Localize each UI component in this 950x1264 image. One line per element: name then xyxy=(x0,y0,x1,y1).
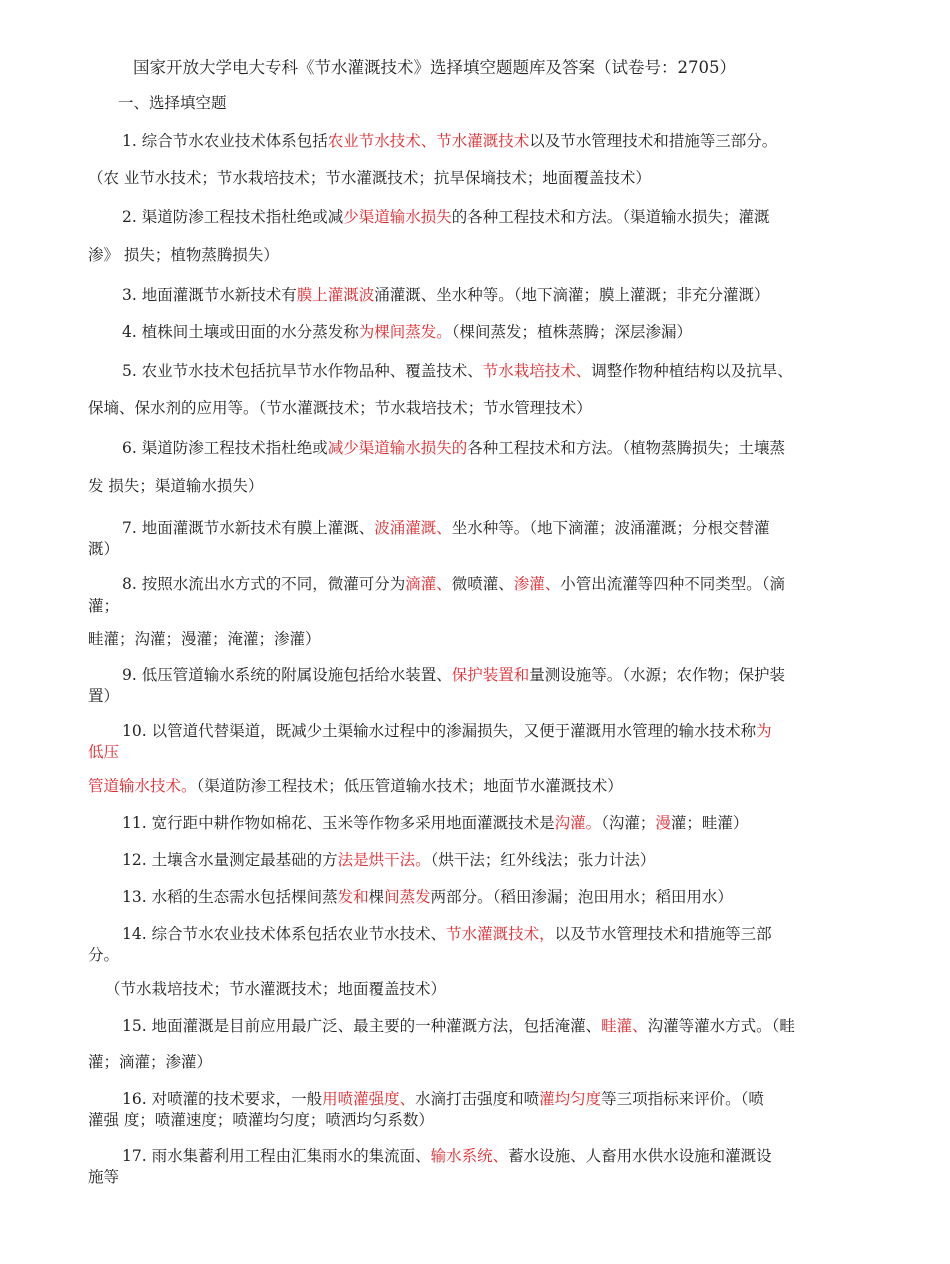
question-line xyxy=(88,539,119,559)
question-text: 两部分。（稻田渗漏；泡田用水；稻田用水） xyxy=(430,888,733,906)
question-line xyxy=(88,629,321,649)
answer-text: 间蒸发 xyxy=(384,888,431,906)
answer-text: 农业节水技术、节水灌溉技术 xyxy=(327,132,530,150)
question-line xyxy=(122,1146,772,1166)
question-line xyxy=(122,207,770,227)
question-line xyxy=(88,742,119,762)
question-text: 13. 水稻的生态需水包括棵间蒸 xyxy=(122,888,338,906)
question-text: 灌；畦灌） xyxy=(670,814,749,832)
question-text: 2. 渠道防渗工程技术指杜绝或减 xyxy=(122,208,344,226)
question-text: 灌；滴灌；渗灌） xyxy=(88,1053,213,1071)
answer-text: 节水栽培技术、 xyxy=(482,362,592,380)
question-line xyxy=(88,476,263,496)
answer-text: 为棵间蒸发。 xyxy=(358,323,452,341)
question-line xyxy=(88,168,651,188)
answer-text: 畦灌、 xyxy=(601,1017,648,1035)
question-text: （烘干法；红外线法；张力计法） xyxy=(430,851,656,869)
question-text: 量测设施等。（水源；农作物；保护装 xyxy=(529,666,785,684)
answer-text: 少渠道输水损失 xyxy=(343,208,452,226)
answer-text: 滴灌、 xyxy=(405,575,452,593)
question-text: 小管出流灌等四种不同类型。（滴 xyxy=(560,575,786,593)
question-text: 9. 低压管道输水系统的附属设施包括给水装置、 xyxy=(122,666,452,684)
question-text: 沟灌等灌水方式。（畦 xyxy=(647,1017,795,1035)
question-text: 4. 植株间土壤或田面的水分蒸发称 xyxy=(122,323,359,341)
question-text: 以及节水管理技术和措施等三部分。 xyxy=(529,132,778,150)
answer-text: 灌均匀度 xyxy=(539,1090,602,1108)
question-text: 发 损失；渠道输水损失） xyxy=(88,477,264,495)
question-text: 分。 xyxy=(88,946,120,964)
question-text: 保墒、保水剂的应用等。（节水灌溉技术；节水栽培技术；节水管理技术） xyxy=(88,399,592,417)
answer-text: 漫 xyxy=(655,814,671,832)
question-line xyxy=(122,322,692,342)
question-line xyxy=(88,1110,434,1130)
question-text: 10. 以管道代替渠道，既减少土渠输水过程中的渗漏损失，又便于灌溉用水管理的输水技术称 xyxy=(122,722,757,740)
question-line xyxy=(88,1167,119,1187)
question-text: 坐水种等。（地下滴灌；波涌灌溉；分根交替灌 xyxy=(451,519,770,537)
question-line xyxy=(122,574,785,594)
question-text: 渗》 损失；植物蒸腾损失） xyxy=(88,246,279,264)
question-line xyxy=(122,924,772,944)
question-text: 的各种工程技术和方法。（渠道输水损失；灌溉 xyxy=(451,208,770,226)
question-text: 调整作物种植结构以及抗旱、 xyxy=(591,362,793,380)
question-text: 置） xyxy=(88,687,120,705)
answer-text: 法是烘干法。 xyxy=(337,851,431,869)
question-text: 灌； xyxy=(88,597,120,615)
answer-text: 为 xyxy=(756,722,772,740)
question-text: 6. 渠道防渗工程技术指杜绝或 xyxy=(122,439,328,457)
question-text: 棵 xyxy=(368,888,385,906)
question-line xyxy=(122,887,733,907)
question-text: 溉） xyxy=(88,540,120,558)
question-text: （农 业节水技术；节水栽培技术；节水灌溉技术；抗旱保墒技术；地面覆盖技术） xyxy=(88,169,651,187)
question-line xyxy=(122,285,770,305)
question-text: 微喷灌、 xyxy=(451,575,514,593)
question-text: 1. 综合节水农业技术体系包括 xyxy=(122,132,328,150)
question-text: 灌强 度；喷灌速度；喷灌均匀度；喷洒均匀系数） xyxy=(88,1111,434,1129)
question-line xyxy=(122,438,785,458)
question-line xyxy=(88,1052,212,1072)
question-line xyxy=(88,596,119,616)
answer-text: 发和 xyxy=(337,888,369,906)
question-line xyxy=(122,813,748,833)
question-text: （棵间蒸发；植株蒸腾；深层渗漏） xyxy=(451,323,692,341)
answer-text: 沟灌。 xyxy=(554,814,602,832)
question-text: 11. 宽行距中耕作物如棉花、玉米等作物多采用地面灌溉技术是 xyxy=(122,814,555,832)
question-line xyxy=(122,1089,764,1109)
question-text: 14. 综合节水农业技术体系包括农业节水技术、 xyxy=(122,925,447,943)
question-line xyxy=(105,979,446,999)
section-heading: 一、选择填空题 xyxy=(118,94,227,112)
question-text: 12. 土壤含水量测定最基础的方 xyxy=(122,851,338,869)
question-line xyxy=(122,131,777,151)
question-line xyxy=(122,361,793,381)
question-line xyxy=(88,686,119,706)
answer-text: 减少渠道输水损失的 xyxy=(327,439,468,457)
question-text: （节水栽培技术；节水灌溉技术；地面覆盖技术） xyxy=(105,980,447,998)
question-text: 等三项指标来评价。（喷 xyxy=(601,1090,764,1108)
question-text: 8. 按照水流出水方式的不同，微灌可分为 xyxy=(122,575,406,593)
question-text: 7. 地面灌溉节水新技术有膜上灌溉、 xyxy=(122,519,375,537)
question-line xyxy=(88,245,279,265)
question-text: 水滴打击强度和喷 xyxy=(415,1090,540,1108)
answer-text: 保护装置和 xyxy=(451,666,530,684)
question-text: 16. 对喷灌的技术要求，一般 xyxy=(122,1090,323,1108)
question-text: 17. 雨水集蓄利用工程由汇集雨水的集流面、 xyxy=(122,1147,431,1165)
question-text: 施等 xyxy=(88,1168,120,1186)
answer-text: 输水系统、 xyxy=(430,1147,509,1165)
answer-text: 低压 xyxy=(88,743,120,761)
question-line xyxy=(88,945,119,965)
question-text: 5. 农业节水技术包括抗旱节水作物品种、覆盖技术、 xyxy=(122,362,483,380)
question-line xyxy=(122,1016,795,1036)
question-line xyxy=(88,776,623,796)
question-text: 以及节水管理技术和措施等三部 xyxy=(554,925,772,943)
question-line xyxy=(88,398,592,418)
answer-text: 膜上灌溉波 xyxy=(296,286,375,304)
question-text: 涌灌溉、坐水种等。（地下滴灌；膜上灌溉；非充分灌溉） xyxy=(374,286,770,304)
question-line xyxy=(122,721,772,741)
question-text: （渠道防渗工程技术；低压管道输水技术；地面节水灌溉技术） xyxy=(196,777,623,795)
question-text: 畦灌；沟灌；漫灌；淹灌；渗灌） xyxy=(88,630,321,648)
question-text: 各种工程技术和方法。（植物蒸腾损失；土壤蒸 xyxy=(467,439,785,457)
answer-text: 波涌灌溉、 xyxy=(374,519,452,537)
answer-text: 节水灌溉技术， xyxy=(446,925,555,943)
question-text: 蓄水设施、人畜用水供水设施和灌溉设 xyxy=(508,1147,772,1165)
answer-text: 用喷灌强度、 xyxy=(322,1090,416,1108)
answer-text: 管道输水技术。 xyxy=(88,777,197,795)
answer-text: 渗灌、 xyxy=(513,575,561,593)
question-text: （沟灌； xyxy=(601,814,656,832)
question-text: 15. 地面灌溉是目前应用最广泛、最主要的一种灌溉方法，包括淹灌、 xyxy=(122,1017,602,1035)
question-line xyxy=(122,665,785,685)
question-line xyxy=(122,518,770,538)
document-title: 国家开放大学电大专科《节水灌溉技术》选择填空题题库及答案（试卷号：2705） xyxy=(133,58,736,77)
question-line xyxy=(122,850,655,870)
question-text: 3. 地面灌溉节水新技术有 xyxy=(122,286,297,304)
